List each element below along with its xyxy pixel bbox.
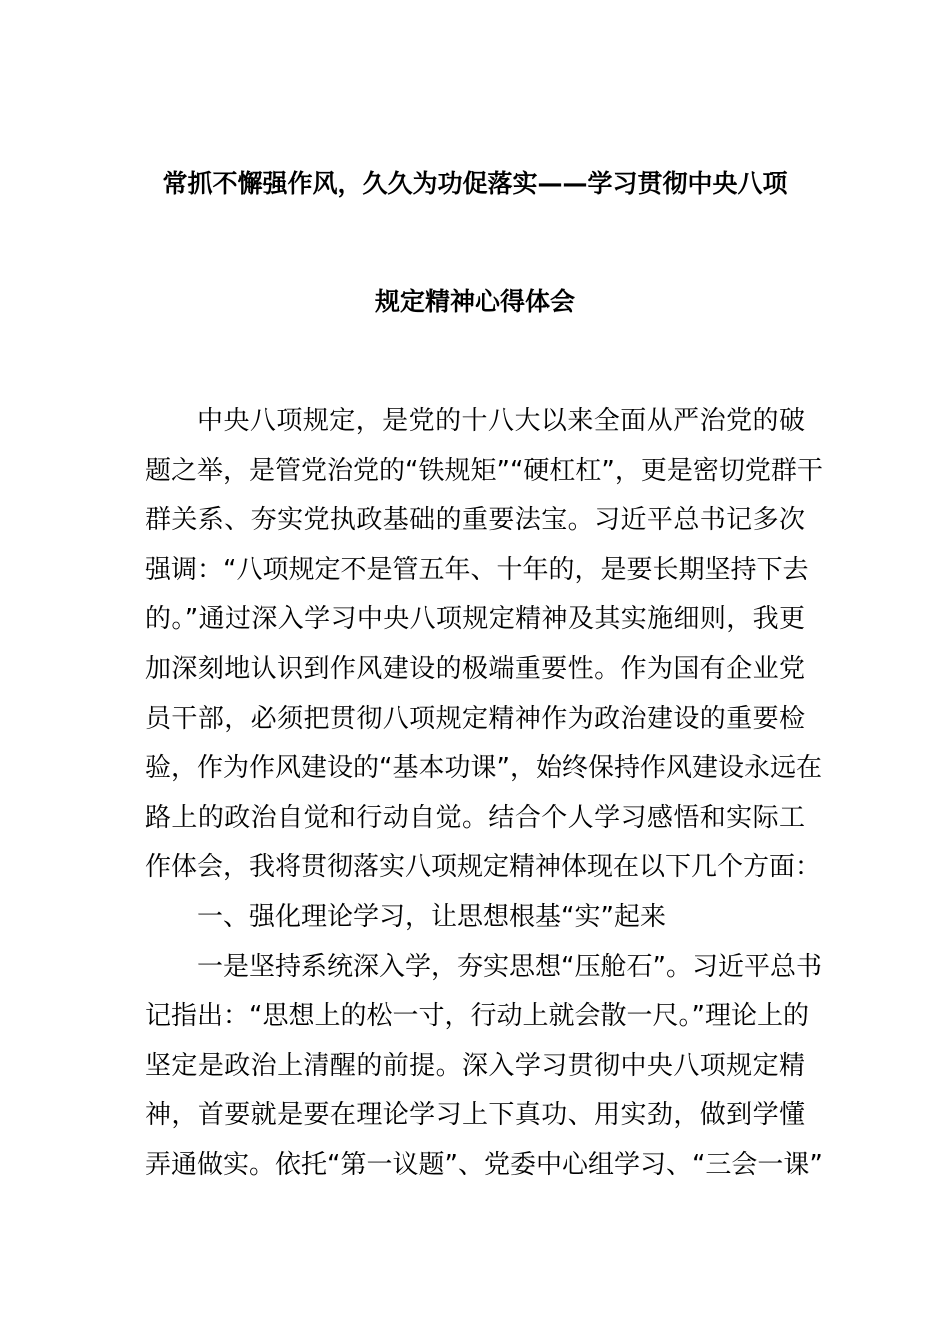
body-line: 员干部，必须把贯彻八项规定精神作为政治建设的重要检	[145, 703, 805, 734]
section-heading: 一、强化理论学习，让思想根基“实”起来	[197, 901, 666, 932]
body-line: 题之举，是管党治党的“铁规矩”“硬杠杠”，更是密切党群干	[145, 455, 823, 486]
body-line: 记指出：“思想上的松一寸，行动上就会散一尺。”理论上的	[145, 1001, 809, 1032]
body-line: 中央八项规定，是党的十八大以来全面从严治党的破	[197, 406, 805, 436]
body-line: 路上的政治自觉和行动自觉。结合个人学习感悟和实际工	[145, 802, 805, 833]
body-line: 群关系、夯实党执政基础的重要法宝。习近平总书记多次	[145, 505, 805, 536]
document-body	[145, 397, 823, 1191]
body-line: 作体会，我将贯彻落实八项规定精神体现在以下几个方面：	[145, 852, 822, 883]
body-line: 加深刻地认识到作风建设的极端重要性。作为国有企业党	[145, 653, 805, 684]
body-line: 坚定是政治上清醒的前提。深入学习贯彻中央八项规定精	[145, 1050, 805, 1081]
body-line: 验，作为作风建设的“基本功课”，始终保持作风建设永远在	[145, 753, 822, 784]
body-line: 一是坚持系统深入学，夯实思想“压舱石”。习近平总书	[197, 951, 822, 982]
document-title-line-2: 规定精神心得体会	[374, 287, 575, 316]
body-line: 弄通做实。依托“第一议题”、党委中心组学习、“三会一课”	[145, 1149, 823, 1180]
body-line: 神，首要就是要在理论学习上下真功、用实劲，做到学懂	[145, 1100, 805, 1131]
body-line: 强调：“八项规定不是管五年、十年的，是要长期坚持下去	[145, 554, 809, 585]
body-line: 的。”通过深入学习中央八项规定精神及其实施细则，我更	[145, 604, 805, 635]
document-title-line-1: 常抓不懈强作风，久久为功促落实——学习贯彻中央八项	[162, 169, 788, 198]
